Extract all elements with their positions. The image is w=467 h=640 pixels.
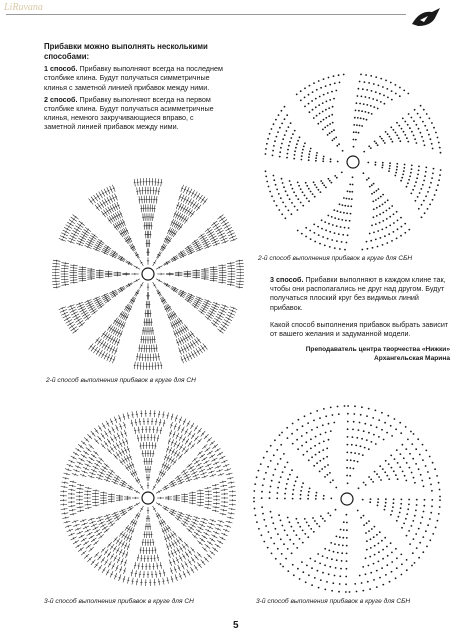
intro-text bbox=[44, 42, 224, 135]
method-3-paragraph bbox=[270, 275, 450, 312]
method-1-label: 1 способ. bbox=[44, 64, 78, 74]
method-2-paragraph bbox=[44, 95, 224, 132]
watermark: LiRuvana bbox=[4, 2, 43, 13]
caption-middle-left: 2-й способ выполнения прибавок в круге для СН bbox=[46, 377, 196, 384]
diagram-sbn-method-3 bbox=[252, 400, 442, 598]
method-2-text: Прибавку выполняют всегда на первом столбике клина. Будут получаться асимметричные клинья, немного закручивающиеся вправо, с заметной линией прибавок между ними. bbox=[44, 94, 214, 132]
choice-paragraph: Какой способ выполнения прибавок выбрать зависит от вашего желания и задуманной модели. bbox=[270, 319, 449, 339]
author-credit bbox=[270, 346, 450, 363]
caption-bottom-left: 3-й способ выполнения прибавок в круге для СН bbox=[44, 598, 194, 605]
method-3-label: 3 способ. bbox=[270, 275, 304, 284]
method-1-text: Прибавку выполняют всегда на последнем столбике клина. Будут получаться симметричные клинья с заметной линией прибавок между ними. bbox=[44, 64, 223, 92]
caption-top-right: 2-й способ выполнения прибавок в круге для СБН bbox=[258, 255, 413, 262]
method-2-label: 2 способ. bbox=[44, 94, 78, 104]
header-rule bbox=[6, 14, 406, 15]
method-1-paragraph bbox=[44, 64, 224, 92]
diagram-sbn-method-2 bbox=[258, 72, 448, 252]
intro-lead: Прибавки можно выполнять несколькими способами: bbox=[44, 42, 208, 61]
diagram-sn-method-2 bbox=[48, 176, 248, 372]
method-3-text: Прибавки выполняют в каждом клине так, чтобы они располагались не друг над другом. Будут получаться плоский круг без видимых линий прибавок. bbox=[270, 275, 446, 312]
author-line-1: Преподаватель центра творчества «Нижки» bbox=[305, 346, 450, 354]
author-line-2: Архангельская Марина bbox=[374, 354, 450, 362]
bird-logo-icon bbox=[410, 6, 442, 32]
right-text bbox=[270, 275, 450, 363]
page-number: 5 bbox=[233, 620, 239, 631]
caption-bottom-right: 3-й способ выполнения прибавок в круге для СБН bbox=[256, 598, 411, 605]
diagram-sn-method-3 bbox=[58, 402, 238, 594]
